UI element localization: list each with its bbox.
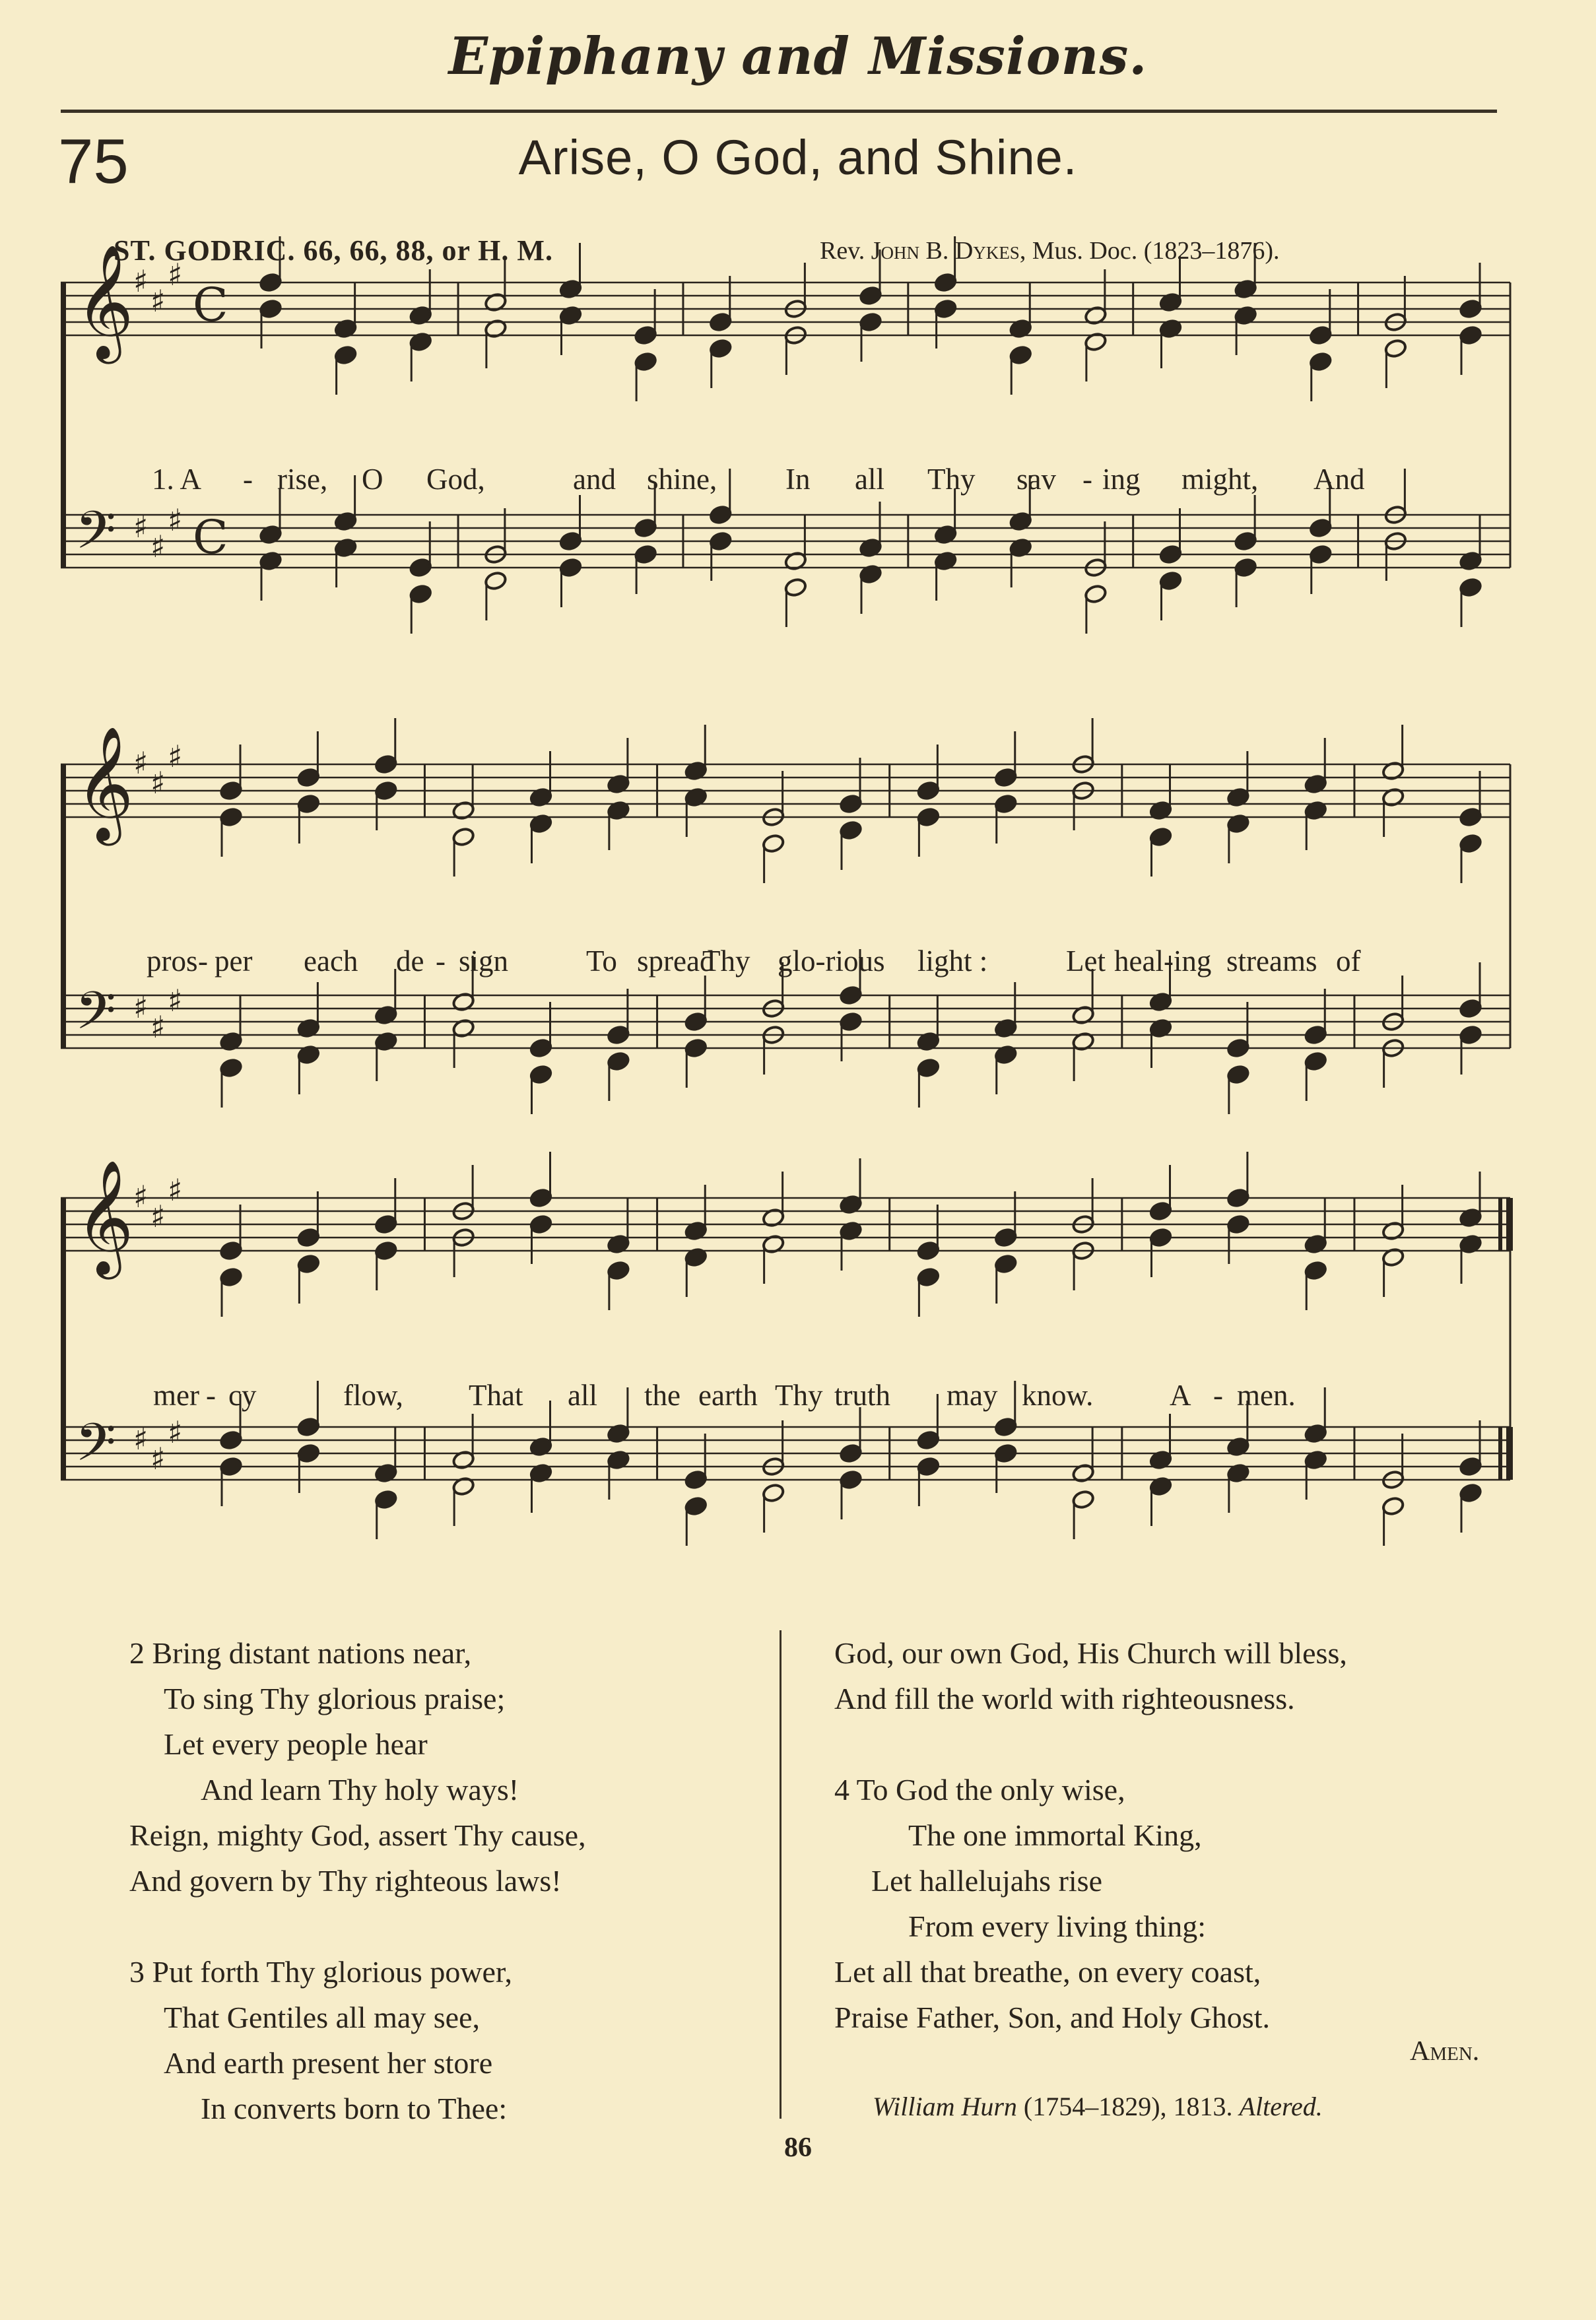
lyric-syllable: Let bbox=[1066, 945, 1106, 978]
lyric-syllable: mer bbox=[153, 1379, 199, 1412]
lyric-syllable: of bbox=[1336, 945, 1361, 978]
verse-line: God, our own God, His Church will bless, bbox=[834, 1636, 1347, 1670]
lyric-syllable: sav bbox=[1016, 463, 1056, 496]
sharp-icon: ♯ bbox=[150, 1441, 166, 1476]
verses-left-column bbox=[129, 1630, 763, 2125]
lyric-syllable: per bbox=[215, 945, 253, 978]
lyric-syllable: And bbox=[1313, 463, 1365, 496]
verse-line: And govern by Thy righteous laws! bbox=[129, 1864, 562, 1898]
lyric-syllable: and bbox=[573, 463, 616, 496]
lyric-syllable: may bbox=[947, 1379, 998, 1412]
bass-clef-icon: 𝄢 bbox=[75, 980, 116, 1054]
sharp-icon: ♯ bbox=[150, 529, 166, 564]
sharp-icon: ♯ bbox=[168, 739, 183, 774]
lyric-syllable: men. bbox=[1237, 1379, 1296, 1412]
verse-line: To sing Thy glorious praise; bbox=[164, 1682, 506, 1715]
composer-suffix: , Mus. Doc. (1823–1876). bbox=[1019, 237, 1280, 265]
lyric-syllable: earth bbox=[698, 1379, 758, 1412]
verse-amen: Amen. bbox=[1410, 2036, 1480, 2067]
treble-clef-icon: 𝄞 bbox=[75, 244, 134, 359]
lyric-syllable: O bbox=[362, 463, 383, 496]
lyrics-system-1 bbox=[66, 462, 1518, 502]
verse-line: In converts born to Thee: bbox=[201, 2092, 508, 2125]
lyric-syllable: glo-rious bbox=[778, 945, 885, 978]
bass-clef-icon: 𝄢 bbox=[75, 500, 116, 574]
system-brace bbox=[61, 282, 66, 568]
lyric-syllable: sign bbox=[459, 945, 509, 978]
verses-right-column bbox=[834, 1630, 1527, 2039]
sharp-icon: ♯ bbox=[150, 283, 166, 319]
lyric-syllable: 1. A bbox=[152, 463, 202, 496]
hymn-title: Arise, O God, and Shine. bbox=[518, 130, 1078, 185]
lyric-syllable: In bbox=[785, 463, 811, 496]
lyric-syllable: shine, bbox=[647, 463, 717, 496]
lyric-syllable: all bbox=[855, 463, 884, 496]
page-number: 86 bbox=[784, 2133, 812, 2163]
lyric-syllable: ing bbox=[1102, 463, 1141, 496]
verse-line: And learn Thy holy ways! bbox=[201, 1773, 519, 1806]
sharp-icon: ♯ bbox=[150, 1009, 166, 1045]
lyric-syllable: - bbox=[436, 945, 446, 978]
hymn-number: 75 bbox=[58, 126, 129, 197]
verse-line: Let every people hear bbox=[164, 1727, 428, 1761]
lyric-syllable: That bbox=[469, 1379, 523, 1412]
lyric-syllable: know. bbox=[1022, 1379, 1094, 1412]
verse-line: 3 Put forth Thy glorious power, bbox=[129, 1955, 512, 1989]
tune-meter: ST. GODRIC. 66, 66, 88, or H. M. bbox=[114, 234, 553, 267]
column-divider bbox=[780, 1630, 781, 2119]
lyric-syllable: - bbox=[243, 463, 253, 496]
verse-line: From every living thing: bbox=[908, 1909, 1207, 1943]
lyric-syllable: - bbox=[1082, 463, 1092, 496]
verse-line: The one immortal King, bbox=[908, 1818, 1202, 1852]
verse-line: Let all that breathe, on every coast, bbox=[834, 1955, 1261, 1989]
composer-name: John B. Dykes bbox=[871, 237, 1020, 265]
lyric-syllable: Thy bbox=[775, 1379, 823, 1412]
attribution-author: William Hurn bbox=[873, 2092, 1017, 2121]
lyrics-system-2 bbox=[66, 944, 1518, 983]
sharp-icon: ♯ bbox=[133, 1421, 149, 1457]
verse-line: 2 Bring distant nations near, bbox=[129, 1636, 472, 1670]
verse-line: And fill the world with righteousness. bbox=[834, 1682, 1295, 1715]
system-brace bbox=[61, 1198, 66, 1480]
common-time-icon: C bbox=[193, 510, 228, 564]
lyric-syllable: might, bbox=[1181, 463, 1259, 496]
sharp-icon: ♯ bbox=[133, 989, 149, 1025]
verse-line: Reign, mighty God, assert Thy cause, bbox=[129, 1818, 586, 1852]
verse-line: 4 To God the only wise, bbox=[834, 1773, 1125, 1806]
common-time-icon: C bbox=[193, 278, 228, 332]
lyric-syllable: A bbox=[1170, 1379, 1191, 1412]
sharp-icon: ♯ bbox=[168, 1414, 183, 1450]
sharp-icon: ♯ bbox=[133, 1179, 149, 1214]
lyric-syllable: - bbox=[1213, 1379, 1223, 1412]
treble-clef-icon: 𝄞 bbox=[75, 1160, 134, 1275]
lyric-syllable: pros bbox=[147, 945, 198, 978]
treble-clef-icon: 𝄞 bbox=[75, 726, 134, 841]
sharp-icon: ♯ bbox=[150, 1199, 166, 1234]
lyric-syllable: heal-ing bbox=[1114, 945, 1212, 978]
lyric-syllable: flow, bbox=[343, 1379, 403, 1412]
lyric-syllable: each bbox=[304, 945, 358, 978]
running-head: Epiphany and Missions. bbox=[448, 26, 1148, 86]
sharp-icon: ♯ bbox=[168, 502, 183, 538]
sharp-icon: ♯ bbox=[168, 257, 183, 292]
attribution-note: Altered. bbox=[1239, 2092, 1323, 2121]
verse-line: That Gentiles all may see, bbox=[164, 2001, 481, 2034]
text-attribution bbox=[873, 2091, 1323, 2122]
sharp-icon: ♯ bbox=[133, 745, 149, 781]
bass-clef-icon: 𝄢 bbox=[75, 1412, 116, 1486]
lyric-syllable: rise, bbox=[277, 463, 328, 496]
final-barline bbox=[1498, 1198, 1502, 1251]
sharp-icon: ♯ bbox=[133, 263, 149, 299]
attribution-dates: (1754–1829), 1813. bbox=[1016, 2092, 1240, 2121]
lyric-syllable: Thy bbox=[927, 463, 976, 496]
verse-line: And earth present her store bbox=[164, 2046, 493, 2080]
final-barline bbox=[1498, 1427, 1502, 1480]
system-brace bbox=[61, 764, 66, 1048]
sharp-icon: ♯ bbox=[133, 509, 149, 545]
verse-line: Praise Father, Son, and Holy Ghost. bbox=[834, 2001, 1270, 2034]
sharp-icon: ♯ bbox=[168, 1172, 183, 1208]
lyric-syllable: spread bbox=[637, 945, 715, 978]
lyric-syllable: - bbox=[206, 1379, 216, 1412]
lyric-syllable: de bbox=[396, 945, 424, 978]
lyric-syllable: - bbox=[198, 945, 208, 978]
verse-line: Let hallelujahs rise bbox=[871, 1864, 1102, 1898]
lyric-syllable: truth bbox=[834, 1379, 890, 1412]
lyric-syllable: To bbox=[586, 945, 617, 978]
composer-prefix: Rev. bbox=[820, 237, 871, 265]
lyric-syllable: the bbox=[644, 1379, 681, 1412]
lyric-syllable: cy bbox=[228, 1379, 257, 1412]
sharp-icon: ♯ bbox=[168, 983, 183, 1018]
lyric-syllable: light : bbox=[917, 945, 988, 978]
sharp-icon: ♯ bbox=[150, 765, 166, 801]
lyric-syllable: God, bbox=[426, 463, 485, 496]
lyric-syllable: all bbox=[568, 1379, 597, 1412]
lyric-syllable: Thy bbox=[702, 945, 750, 978]
lyrics-system-3 bbox=[66, 1378, 1518, 1418]
lyric-syllable: streams bbox=[1226, 945, 1317, 978]
